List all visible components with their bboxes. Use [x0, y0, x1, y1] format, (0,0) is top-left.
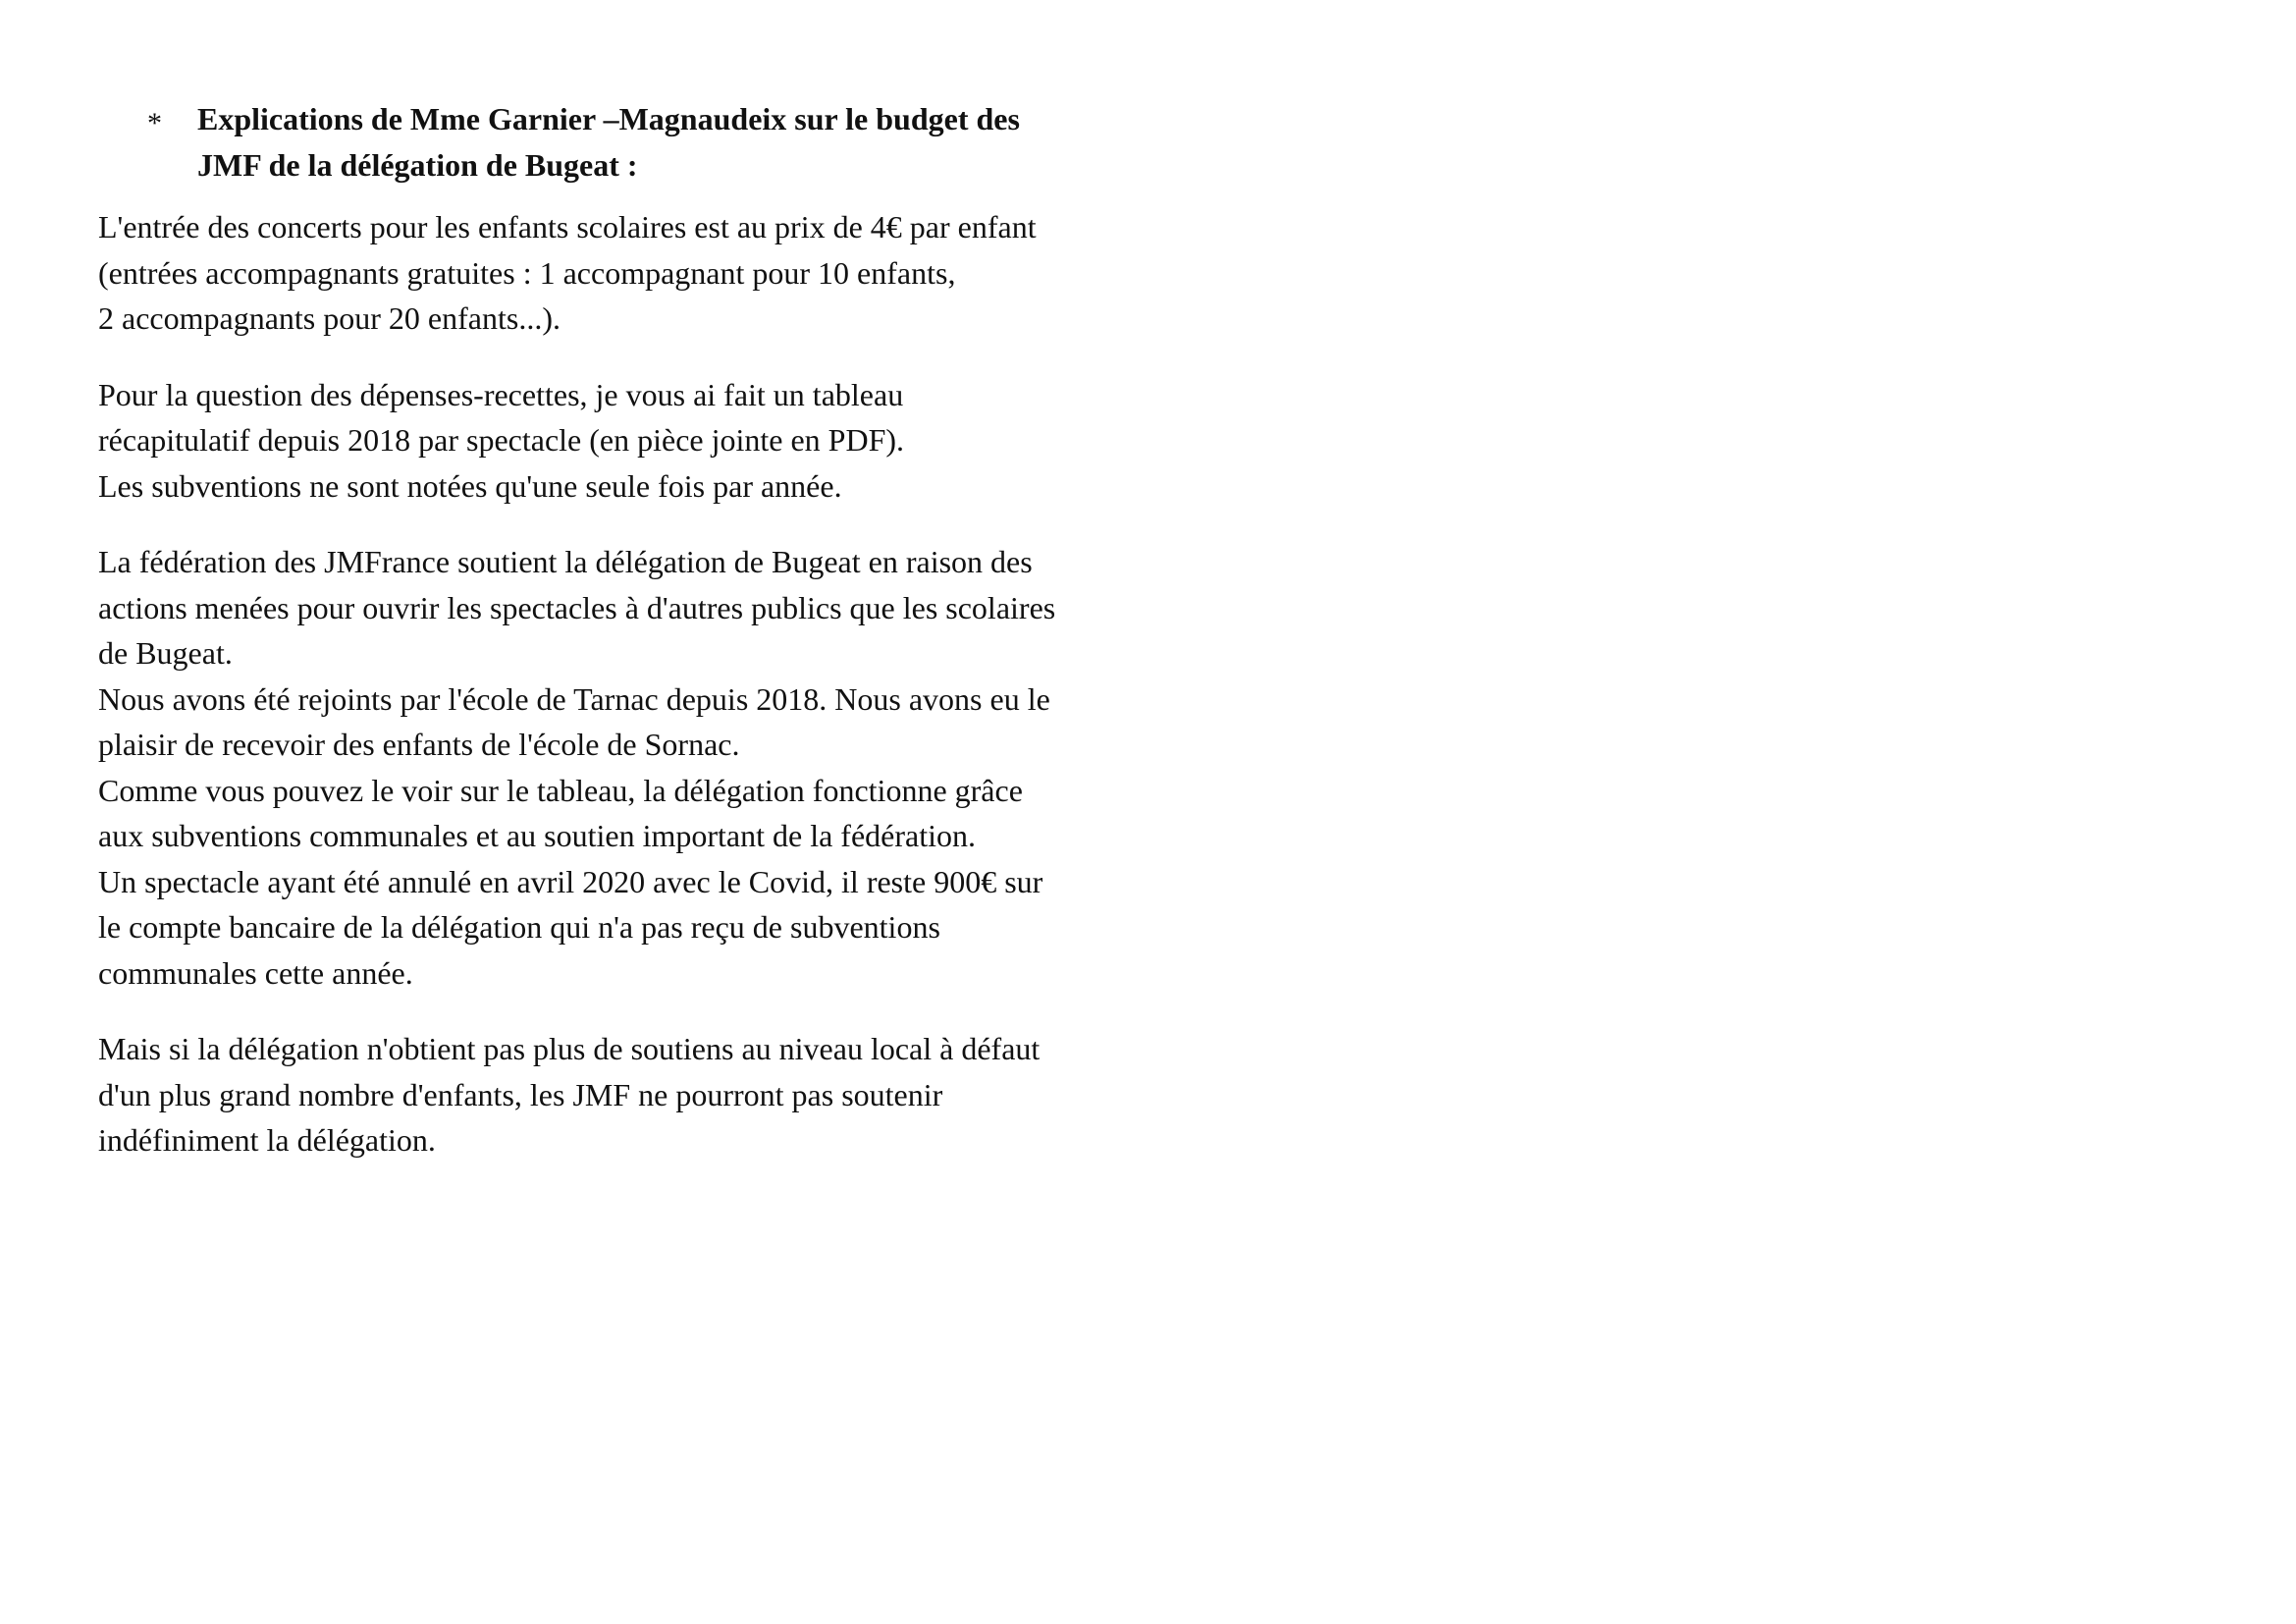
paragraph-entry-price: [98, 204, 1119, 342]
heading-line: JMF de la délégation de Bugeat :: [197, 147, 638, 183]
text-line: Un spectacle ayant été annulé en avril 2020 avec le Covid, il reste 900€ sur: [98, 863, 1043, 899]
text-line: (entrées accompagnants gratuites : 1 accompagnant pour 10 enfants,: [98, 254, 956, 291]
paragraph-federation: [98, 539, 1119, 996]
text-line: d'un plus grand nombre d'enfants, les JMF ne pourront pas soutenir: [98, 1076, 943, 1112]
heading-line: Explications de Mme Garnier –Magnaudeix sur le budget des: [197, 101, 1020, 136]
text-line: La fédération des JMFrance soutient la délégation de Bugeat en raison des: [98, 544, 1033, 579]
text-line: Les subventions ne sont notées qu'une seule fois par année.: [98, 467, 842, 504]
text-line: indéfiniment la délégation.: [98, 1122, 436, 1158]
paragraph-conclusion: [98, 1026, 1119, 1164]
text-line: actions menées pour ouvrir les spectacles à d'autres publics que les scolaires: [98, 589, 1056, 625]
text-line: récapitulatif depuis 2018 par spectacle (en pièce jointe en PDF).: [98, 422, 905, 458]
bullet-asterisk-icon: *: [147, 107, 162, 139]
section-heading: [98, 96, 1119, 189]
text-line: aux subventions communales et au soutien important de la fédération.: [98, 818, 976, 853]
text-line: le compte bancaire de la délégation qui n'a pas reçu de subventions: [98, 909, 940, 945]
text-line: communales cette année.: [98, 954, 413, 991]
text-line: Pour la question des dépenses-recettes, je vous ai fait un tableau: [98, 376, 904, 412]
paragraph-expenses: [98, 372, 1119, 510]
text-line: Mais si la délégation n'obtient pas plus de soutiens au niveau local à défaut: [98, 1031, 1041, 1066]
text-line: 2 accompagnants pour 20 enfants...).: [98, 300, 561, 336]
text-line: L'entrée des concerts pour les enfants scolaires est au prix de 4€ par enfant: [98, 209, 1037, 244]
text-line: de Bugeat.: [98, 635, 233, 671]
text-column: [98, 96, 1119, 1194]
text-line: plaisir de recevoir des enfants de l'école de Sornac.: [98, 727, 740, 762]
text-line: Comme vous pouvez le voir sur le tableau, la délégation fonctionne grâce: [98, 772, 1023, 808]
text-line: Nous avons été rejoints par l'école de Tarnac depuis 2018. Nous avons eu le: [98, 680, 1050, 717]
